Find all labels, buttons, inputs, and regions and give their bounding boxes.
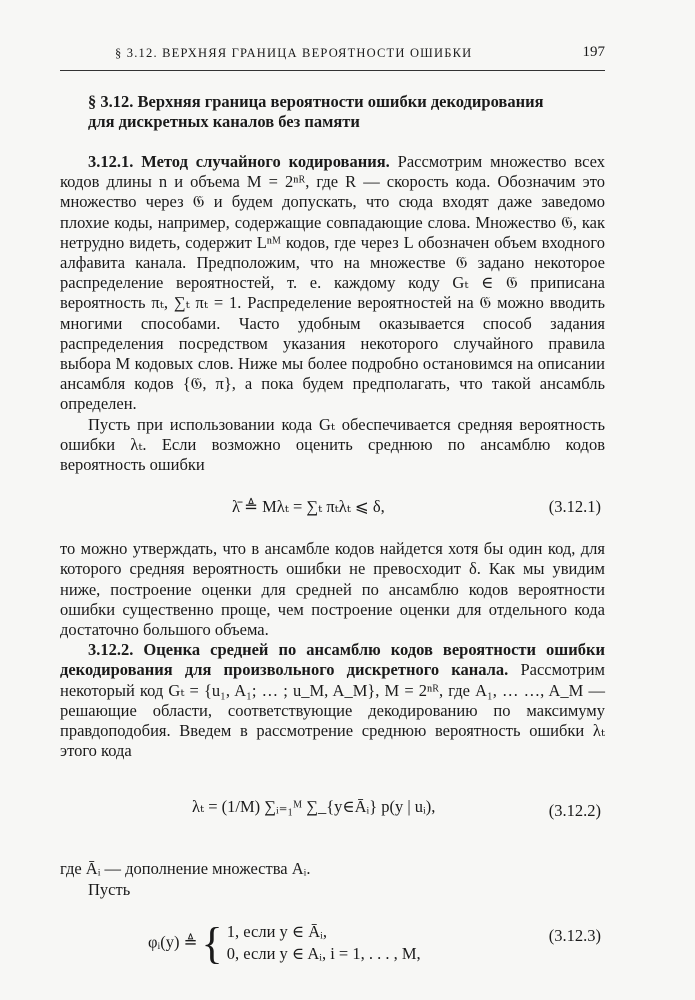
equation-3-12-3-body bbox=[148, 918, 421, 969]
subsection-1-text-1: Рассмотрим множество всех кодов длины n и объема M = 2ⁿᴿ, где R — скорость кода. Обозначим это множество через 𝔊 и будем допускать, что сюда входят даже заведомо плохие коды, например, содержащие совпадающие слова. Множество 𝔊, как нетрудно видеть, содержит Lⁿᴹ кодов, где через L обозначен объем входного алфавита канала. Предположим, что на множестве 𝔊 задано некоторое распределение вероятностей, т. е. каждому коду Gₜ ∈ 𝔊 приписана вероятность πₜ, ∑ₜ πₜ = 1. Распределение вероятностей на 𝔊 можно вводить многими способами. Часто удобным оказывается способ задания распределения посредством указания некоторого случайного правила выбора M кодовых слов. Ниже мы более подробно остановимся на описании ансамбля кодов {𝔊, π}, а пока будем предполагать, что такой ансамбль определен. bbox=[60, 152, 605, 414]
equation-3-12-2 bbox=[60, 769, 605, 859]
page-number: 197 bbox=[582, 44, 605, 60]
subsection-1-paragraph-1 bbox=[60, 152, 605, 415]
equation-3-12-1 bbox=[60, 483, 605, 539]
page-body bbox=[60, 92, 605, 968]
equation-3-12-3-number: (3.12.3) bbox=[548, 925, 601, 945]
equation-3-12-3 bbox=[60, 904, 605, 968]
subsection-2-paragraph-3: Пусть bbox=[88, 879, 131, 899]
subsection-2-heading: 3.12.2. Оценка средней по ансамблю кодов вероятности ошибки декодирования для произвольного дискретного канала. bbox=[60, 640, 605, 680]
subsection-2-text-1: Рассмотрим некоторый код Gₜ = {u₁, A₁; … ; u_M, A_M}, M = 2ⁿᴿ, где A₁, … …, A_M — решающие области, соответствующие декодированию по максимуму правдоподобия. Введем в рассмотрение среднюю вероятность ошибки λₜ этого кода bbox=[60, 660, 605, 761]
section-title bbox=[88, 92, 605, 132]
equation-3-12-3-case-1: 1, если y ∈ Āᵢ, bbox=[226, 922, 327, 942]
equation-3-12-2-body: λₜ = (1/M) ∑ᵢ₌₁ᴹ ∑_{y∈Āᵢ} p(y | uᵢ), bbox=[192, 797, 436, 817]
equation-3-12-3-lhs: φᵢ(y) ≜ bbox=[148, 932, 198, 952]
equation-3-12-3-cases bbox=[227, 921, 421, 965]
section-title-line2: для дискретных каналов без памяти bbox=[88, 112, 360, 131]
subsection-2-paragraph-1 bbox=[60, 640, 605, 761]
equation-3-12-3-case-2: 0, если y ∈ Aᵢ, i = 1, . . . , M, bbox=[226, 944, 421, 964]
running-header bbox=[115, 46, 605, 61]
subsection-2-paragraph-2: где Āᵢ — дополнение множества Aᵢ. bbox=[60, 859, 311, 879]
header-rule bbox=[60, 70, 605, 71]
equation-3-12-1-body: λ̄ ≜ Mλₜ = ∑ₜ πₜλₜ ⩽ δ, bbox=[232, 497, 385, 517]
left-brace-symbol: { bbox=[201, 918, 223, 968]
subsection-1-heading: 3.12.1. Метод случайного кодирования. bbox=[88, 152, 390, 171]
subsection-1-paragraph-2: Пусть при использовании кода Gₜ обеспечивается средняя вероятность ошибки λₜ. Если возможно оценить среднюю по ансамблю кодов вероятность ошибки bbox=[60, 414, 605, 475]
section-title-line1: § 3.12. Верхняя граница вероятности ошибки декодирования bbox=[88, 92, 544, 111]
running-title: § 3.12. ВЕРХНЯЯ ГРАНИЦА ВЕРОЯТНОСТИ ОШИБКИ bbox=[115, 46, 473, 60]
equation-3-12-1-number: (3.12.1) bbox=[548, 497, 601, 517]
subsection-1-paragraph-3: то можно утверждать, что в ансамбле кодов найдется хотя бы один код, для которого средняя вероятность ошибки не превосходит δ. Как мы увидим ниже, построение оценки для средней по ансамблю кодов вероятности ошибки существенно проще, чем построение оценки для отдельного кода достаточно большого объема. bbox=[60, 539, 605, 640]
equation-3-12-2-number: (3.12.2) bbox=[548, 801, 601, 821]
